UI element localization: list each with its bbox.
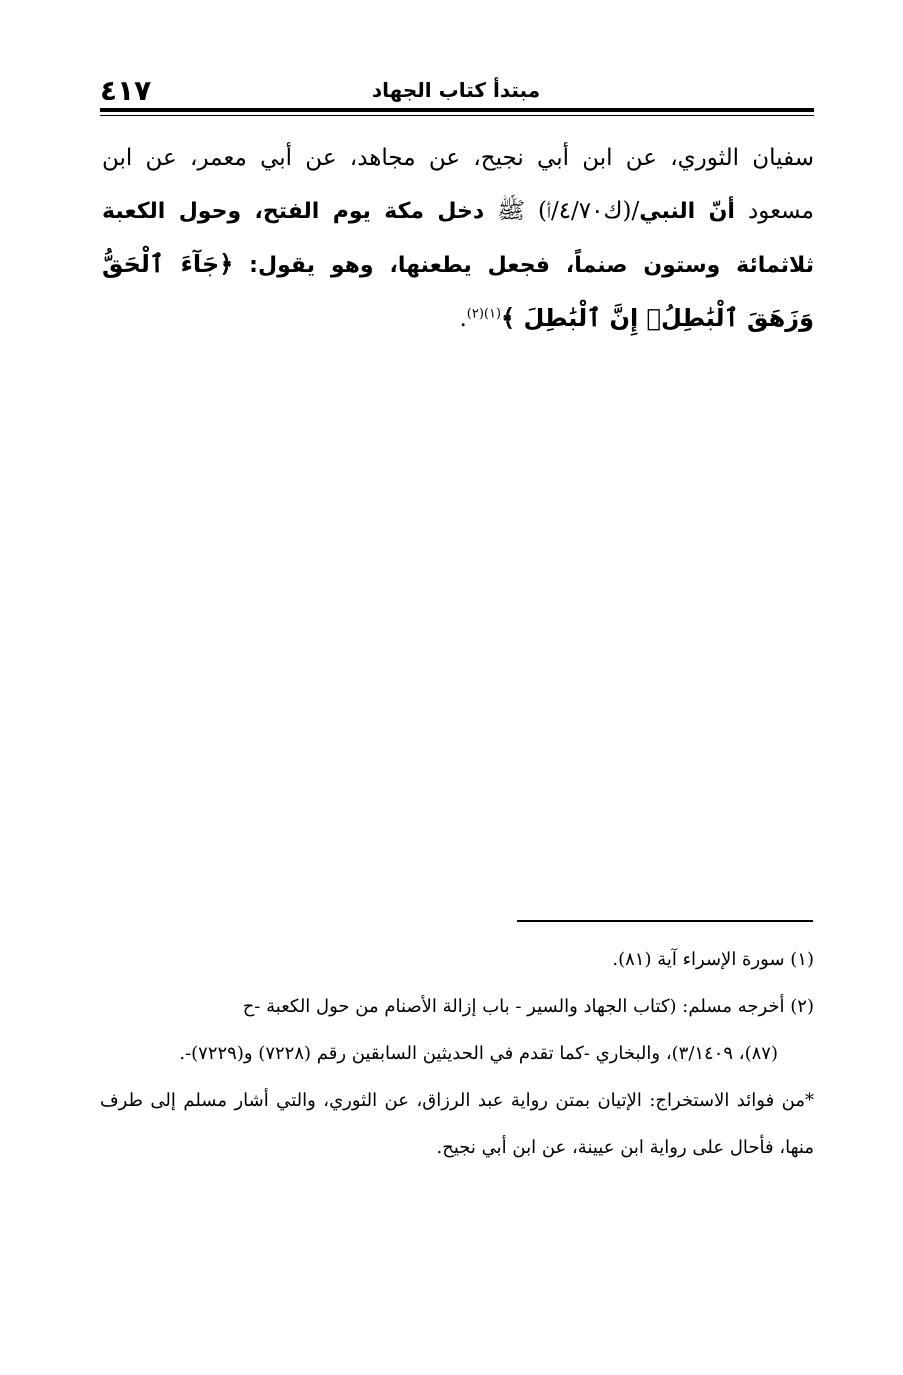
page-number: ٤١٧ bbox=[100, 74, 152, 107]
footnote-1: (١) سورة الإسراء آية (٨١). bbox=[612, 949, 814, 970]
running-title: مبتدأ كتاب الجهاد bbox=[371, 78, 541, 102]
manuscript-reference: /(ك٤/٧٠/أ) ﷺ bbox=[484, 198, 640, 224]
hadith-matn-start: أنّ النبي bbox=[639, 199, 735, 224]
footnote-2-continuation: (٨٧)، ٣/١٤٠٩)، والبخاري -كما تقدم في الحديثين السابقين رقم (٧٢٢٨) و(٧٢٢٩)-. bbox=[179, 1043, 778, 1064]
sentence-end: . bbox=[459, 306, 467, 332]
hadith-matn: دخل مكة يوم الفتح، وحول الكعبة ثلاثمائة وستون صنماً، فجعل يطعنها، وهو يقول: bbox=[102, 199, 815, 278]
chain-of-narration: سفيان الثوري، عن ابن أبي نجيح، عن مجاهد، عن أبي معمر، عن ابن مسعود bbox=[102, 145, 815, 224]
footnotes bbox=[100, 936, 814, 1171]
page-header bbox=[100, 72, 812, 112]
footnote-separator bbox=[517, 920, 813, 922]
footnote-ref-1[interactable]: (١) bbox=[483, 306, 502, 322]
footnote-ref-2[interactable]: (٢) bbox=[466, 306, 484, 322]
header-rule-thick bbox=[100, 108, 814, 112]
hadith-text bbox=[102, 132, 814, 346]
footnote-extraction-benefit: *من فوائد الاستخراج: الإتيان بمتن رواية عبد الرزاق، عن الثوري، والتي أشار مسلم إلى طرف منها، فأحال على رواية ابن عيينة، عن ابن أبي نجيح. bbox=[100, 1090, 814, 1158]
footnote-2-first-line: (٢) أخرجه مسلم: (كتاب الجهاد والسير - باب إزالة الأصنام من حول الكعبة -ح bbox=[242, 996, 814, 1017]
header-rule-thin bbox=[100, 115, 814, 116]
quran-verse: ﴿جَآءَ ٱلْحَقُّ وَزَهَقَ ٱلْبَٰطِلُۚ إِنَّ ٱلْبَٰطِلَ ﴾ bbox=[102, 250, 814, 332]
